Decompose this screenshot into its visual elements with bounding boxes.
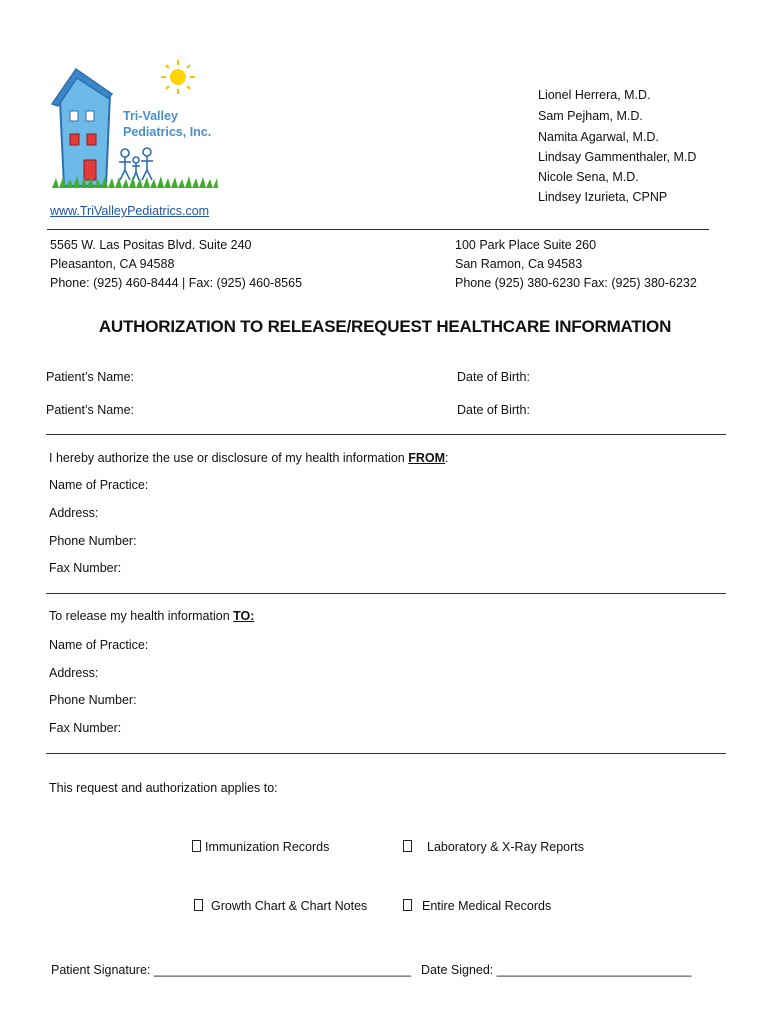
form-title: AUTHORIZATION TO RELEASE/REQUEST HEALTHCARE INFORMATION: [98, 317, 672, 336]
patient-name-label: Patient’s Name:: [46, 403, 135, 417]
doctor-list: [538, 87, 696, 209]
dob-label: Date of Birth:: [457, 403, 530, 417]
to-phone-label: Phone Number:: [49, 693, 137, 707]
option-lab[interactable]: [403, 839, 584, 855]
office-address-line: 100 Park Place Suite 260: [455, 238, 597, 252]
section-divider: [46, 434, 726, 435]
office-address-line: San Ramon, Ca 94583: [455, 257, 583, 271]
from-address-label: Address:: [49, 506, 99, 520]
office-contact-line: Phone (925) 380-6230 Fax: (925) 380-6232: [455, 276, 697, 290]
doctor-name: Lindsay Gammenthaler, M.D: [538, 150, 697, 164]
option-label: Laboratory & X-Ray Reports: [427, 840, 585, 854]
dob-label: Date of Birth:: [457, 370, 530, 384]
office-contact-line: Phone: (925) 460-8444 | Fax: (925) 460-8565: [50, 276, 303, 290]
signature-field[interactable]: Patient Signature: _____________________________________: [51, 963, 412, 977]
option-growth[interactable]: [194, 898, 367, 914]
option-label: Immunization Records: [205, 840, 330, 854]
applies-label: This request and authorization applies to:: [49, 781, 278, 795]
section-divider: [46, 753, 726, 754]
doctor-name: Nicole Sena, M.D.: [538, 170, 639, 184]
doctor-name: Lionel Herrera, M.D.: [538, 88, 651, 102]
from-fax-label: Fax Number:: [49, 561, 122, 575]
option-entire[interactable]: [403, 898, 551, 914]
office-pleasanton: [50, 237, 302, 294]
option-immunization[interactable]: [192, 839, 329, 855]
date-signed-field[interactable]: Date Signed: ____________________________: [421, 963, 692, 977]
header-divider: [47, 229, 709, 230]
to-address-label: Address:: [49, 666, 99, 680]
to-practice-name-label: Name of Practice:: [49, 638, 149, 652]
to-intro: [49, 608, 254, 624]
from-suffix: :: [445, 451, 449, 465]
website-link[interactable]: www.TriValleyPediatrics.com: [50, 204, 210, 218]
from-phone-label: Phone Number:: [49, 534, 137, 548]
to-intro-text: To release my health information: [49, 609, 234, 623]
checkbox-growth[interactable]: [194, 899, 203, 911]
office-address-line: Pleasanton, CA 94588: [50, 257, 175, 271]
to-fax-label: Fax Number:: [49, 721, 122, 735]
checkbox-immunization[interactable]: [192, 840, 201, 852]
house-logo-icon: [50, 56, 225, 192]
from-keyword: FROM: [408, 451, 446, 465]
checkbox-lab[interactable]: [403, 840, 412, 852]
section-divider: [46, 593, 726, 594]
to-keyword: TO:: [233, 609, 255, 623]
patient-name-label: Patient’s Name:: [46, 370, 135, 384]
option-label: Entire Medical Records: [422, 899, 552, 913]
doctor-name: Lindsey Izurieta, CPNP: [538, 190, 668, 204]
logo-name-line1: Tri-Valley: [123, 109, 178, 123]
logo-name-line2: Pediatrics, Inc.: [123, 125, 212, 139]
practice-logo: [50, 56, 225, 192]
office-san-ramon: [455, 237, 697, 294]
from-intro: [49, 450, 449, 466]
office-address-line: 5565 W. Las Positas Blvd. Suite 240: [50, 238, 252, 252]
doctor-name: Sam Pejham, M.D.: [538, 109, 643, 123]
doctor-name: Namita Agarwal, M.D.: [538, 130, 659, 144]
from-intro-text: I hereby authorize the use or disclosure of my health information: [49, 451, 409, 465]
from-practice-name-label: Name of Practice:: [49, 478, 149, 492]
checkbox-entire[interactable]: [403, 899, 412, 911]
option-label: Growth Chart & Chart Notes: [211, 899, 368, 913]
